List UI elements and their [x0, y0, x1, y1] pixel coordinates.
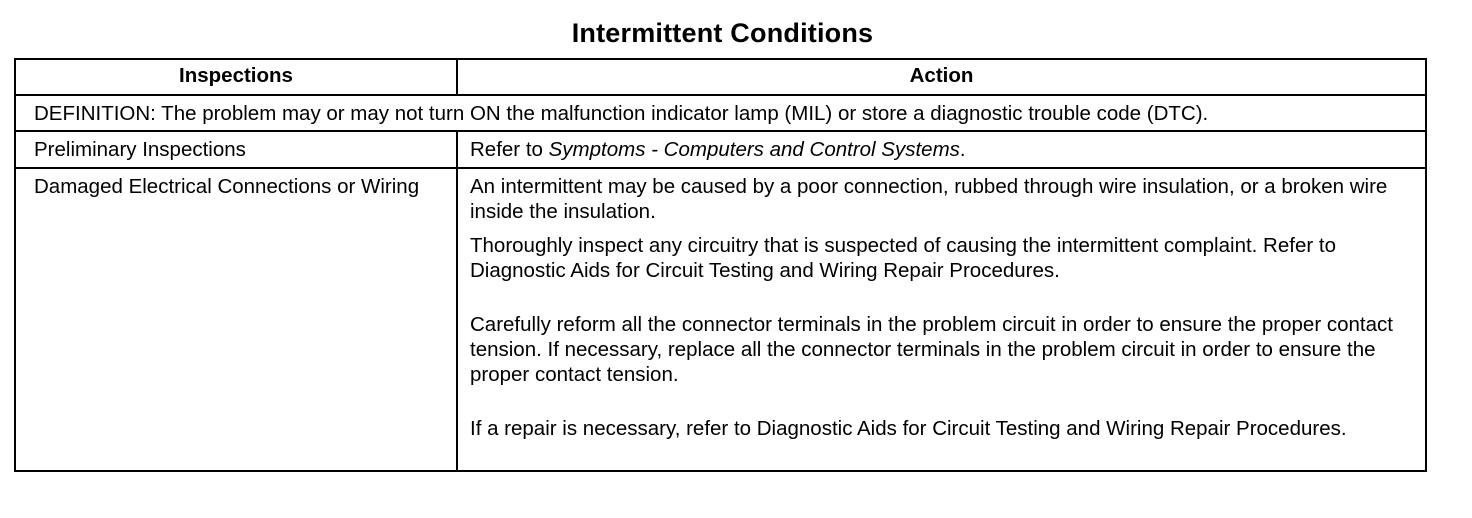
- action-prefix: Refer to: [470, 138, 549, 161]
- table-row: [15, 131, 1426, 168]
- header-action: Action: [457, 59, 1426, 95]
- inspection-cell-preliminary: Preliminary Inspections: [15, 131, 457, 168]
- definition-row: [15, 95, 1426, 131]
- definition-text: DEFINITION: The problem may or may not turn ON the malfunction indicator lamp (MIL) or store a diagnostic trouble code (DTC).: [15, 95, 1426, 131]
- intermittent-conditions-table: [14, 58, 1427, 472]
- table-row: [15, 168, 1426, 471]
- action-reference-link-text: Symptoms - Computers and Control Systems: [548, 138, 960, 161]
- action-paragraph: If a repair is necessary, refer to Diagnostic Aids for Circuit Testing and Wiring Repair Procedures.: [470, 417, 1347, 440]
- action-paragraph: Carefully reform all the connector terminals in the problem circuit in order to ensure the proper contact tension. If necessary, replace all the connector terminals in the problem circuit in order to ensure the proper contact tension.: [470, 313, 1393, 386]
- action-cell-damaged-connections: [457, 168, 1426, 471]
- page-title: Intermittent Conditions: [571, 18, 874, 48]
- action-cell-preliminary: [457, 131, 1426, 168]
- action-suffix: .: [959, 138, 966, 161]
- action-paragraph: Thoroughly inspect any circuitry that is suspected of causing the intermittent complaint. Refer to Diagnostic Aids for Circuit Testing and Wiring Repair Procedures.: [470, 234, 1336, 282]
- inspection-cell-damaged-connections: Damaged Electrical Connections or Wiring: [15, 168, 457, 471]
- table-header-row: [15, 59, 1426, 95]
- header-inspections: Inspections: [15, 59, 457, 95]
- action-paragraph: An intermittent may be caused by a poor connection, rubbed through wire insulation, or a broken wire inside the insulation.: [470, 175, 1388, 223]
